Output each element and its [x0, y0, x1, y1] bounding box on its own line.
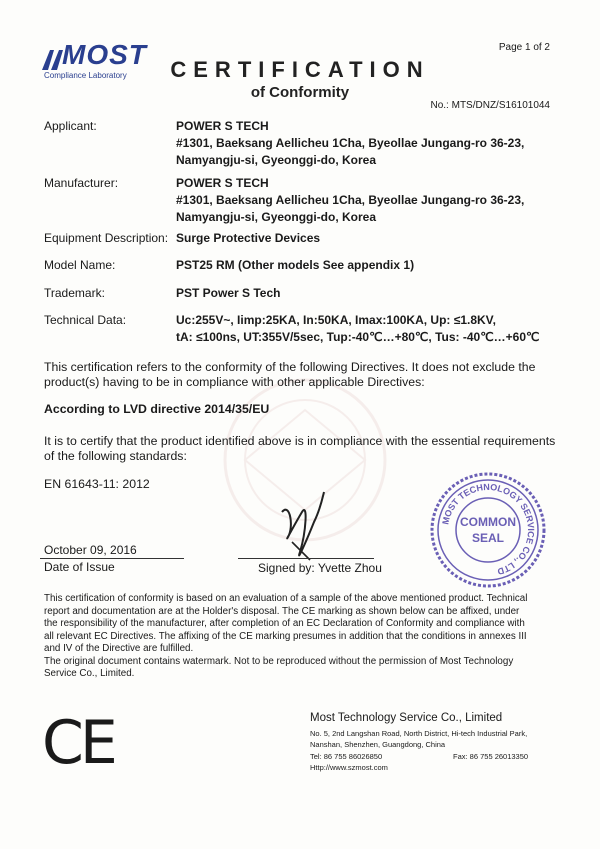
equipment-label: Equipment Description:: [44, 231, 169, 245]
issue-date: October 09, 2016: [44, 543, 137, 557]
trademark-label: Trademark:: [44, 286, 105, 300]
model-label: Model Name:: [44, 258, 116, 272]
date-underline: [40, 558, 184, 559]
manufacturer-label: Manufacturer:: [44, 176, 119, 190]
svg-text:SEAL: SEAL: [471, 531, 505, 545]
company-tel: Tel: 86 755 86026850: [310, 752, 383, 761]
directive-statement: According to LVD directive 2014/35/EU: [44, 402, 270, 416]
document-title: CERTIFICATION: [170, 57, 430, 82]
technical-value: [176, 312, 540, 346]
standard-reference: EN 61643-11: 2012: [44, 477, 150, 491]
company-seal-icon: [428, 470, 548, 590]
manufacturer-value: POWER S TECH #1301, Baeksang Aellicheu 1Cha, Byeollae Jungang-ro 36-23, Namyangju-si, Gyeonggi-do, Korea: [176, 176, 525, 224]
date-label: Date of Issue: [44, 560, 115, 574]
document-subtitle: of Conformity: [250, 84, 350, 101]
certify-statement: It is to certify that the product identified above is in compliance with the essential requirements of the following standards:: [44, 434, 556, 463]
technical-label: Technical Data:: [44, 313, 127, 327]
applicant-label: Applicant:: [44, 119, 97, 133]
model-value: PST25 RM (Other models See appendix 1): [176, 258, 415, 272]
svg-text:MOST TECHNOLOGY SERVICE CO., L: MOST TECHNOLOGY SERVICE CO., LTD: [440, 481, 537, 577]
directive-intro: This certification refers to the conformity of the following Directives. It does not exclude the product(s) having to be in compliance with other applicable Directives:: [44, 360, 536, 389]
signature-underline: [238, 558, 374, 559]
logo-subtitle: Compliance Laboratory: [44, 71, 127, 80]
equipment-value: Surge Protective Devices: [176, 231, 321, 245]
company-address: No. 5, 2nd Langshan Road, North District, Hi-tech Industrial Park, Nanshan, Shenzhen, Guangdong, China: [310, 729, 528, 749]
applicant-value: POWER S TECH #1301, Baeksang Aellicheu 1Cha, Byeollae Jungang-ro 36-23, Namyangju-si, Gyeonggi-do, Korea: [176, 119, 525, 167]
company-fax: Fax: 86 755 26013350: [453, 752, 529, 761]
page-number: Page 1 of 2: [498, 42, 550, 53]
ce-mark-icon: CE: [42, 708, 114, 778]
company-website: Http://www.szmost.com: [310, 763, 388, 772]
technical-line-1: Uc:255V~, Iimp:25KA, In:50KA, Imax:100KA, Up: ≤1.8KV,: [176, 313, 496, 327]
trademark-value: PST Power S Tech: [176, 286, 281, 300]
svg-text:COMMON: COMMON: [460, 515, 516, 529]
company-name: Most Technology Service Co., Limited: [310, 712, 503, 724]
logo-wordmark: MOST: [62, 39, 147, 70]
certificate-number: No.: MTS/DNZ/S16101044: [430, 100, 550, 111]
disclaimer-text: This certification of conformity is based on an evaluation of a sample of the above mentioned product. Technical report and documentation are at the Holder's disposal. The CE marking as shown below can be affixed, under the responsibility of the manufacturer, after completion of an EC Declaration of Conformity and compliance with all relevant EC Directives. The affixing of the CE marking presumes in addition that the conditions in annexes III and IV of the Directive are fulfilled. The original document contains watermark. Not to be reproduced without the permission of Most Technology Service Co., Limited.: [44, 593, 528, 679]
signed-by: Signed by: Yvette Zhou: [258, 561, 382, 575]
technical-line-2: tA: ≤100ns, UT:355V/5sec, Tup:-40℃…+80℃, Tus: -40℃…+60℃: [176, 330, 540, 344]
